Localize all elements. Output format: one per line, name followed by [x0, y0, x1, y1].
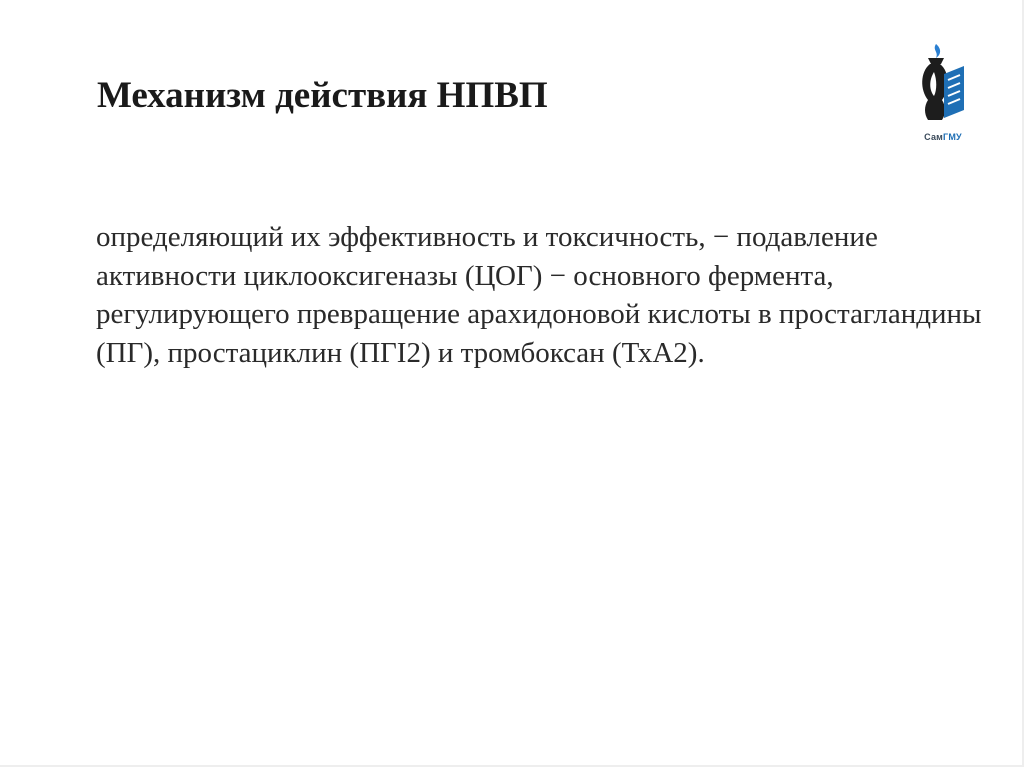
slide-body-text: определяющий их эффективность и токсичность, − подавление активности циклооксигеназы (ЦОГ) − основного фермента, регулирующего превращение арахидоновой кислоты в простагландины (ПГ), простациклин (ПГI2) и тромбоксан (ТхА2). [96, 221, 982, 369]
samgmu-torch-logo-icon [912, 40, 974, 130]
logo-caption [912, 132, 974, 142]
logo-caption-part1: Сам [924, 132, 944, 142]
torch-cup [928, 58, 944, 64]
university-logo [912, 40, 974, 150]
flame-shape [935, 44, 940, 58]
logo-caption-part2: ГМУ [943, 132, 962, 142]
slide-title: Механизм действия НПВП [97, 75, 548, 116]
blue-book-shape [944, 66, 964, 118]
